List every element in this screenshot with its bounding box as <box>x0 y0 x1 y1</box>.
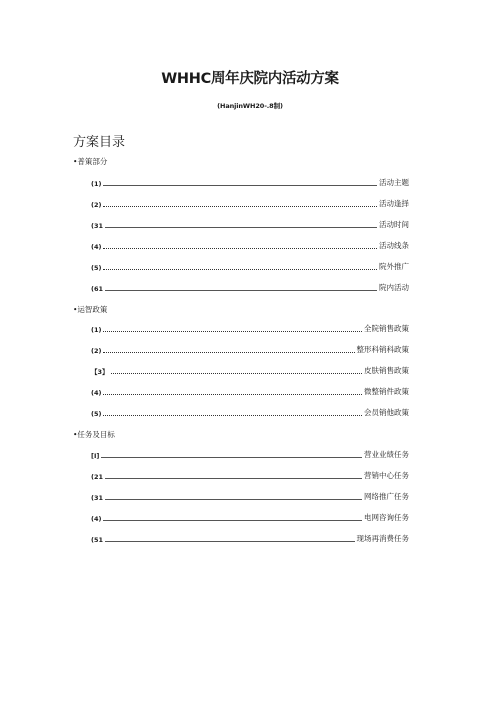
toc-leader <box>103 520 362 521</box>
section-label: •运智政策 <box>73 305 108 314</box>
toc-entry[interactable] <box>91 219 409 230</box>
toc-entry[interactable] <box>91 365 409 376</box>
toc-entry[interactable] <box>91 449 409 460</box>
toc-entry[interactable] <box>91 512 409 523</box>
toc-entry-title: 营销中心任务 <box>364 471 409 480</box>
toc-entry-title: 电网咨询任务 <box>364 513 409 522</box>
toc-entry-number: (5) <box>91 264 102 272</box>
toc-entry-title: 活动线条 <box>379 241 409 250</box>
section-label: •普策部分 <box>73 157 108 166</box>
toc-entry-title: 营业业绩任务 <box>364 450 409 459</box>
toc-entry-title: 活动时间 <box>379 220 409 229</box>
toc-leader <box>105 290 377 291</box>
toc-entry-number: (1) <box>91 326 102 334</box>
toc-entry-title: 整形科销科政策 <box>356 345 409 354</box>
toc-entry-number: (31 <box>91 222 104 230</box>
toc-entry-number: (21 <box>91 473 104 481</box>
toc-heading: 方案目录 <box>73 135 126 150</box>
toc-entry-number: (51 <box>91 536 104 544</box>
toc-entry[interactable] <box>91 323 409 334</box>
toc-entry-title: 网络推广任务 <box>364 492 409 501</box>
toc-leader <box>105 499 362 500</box>
toc-entry[interactable] <box>91 282 409 293</box>
toc-entry-title: 微整销件政策 <box>364 387 409 396</box>
toc-entry-title: 会员销他政策 <box>364 408 409 417</box>
document-title: WHHC周年庆院内活动方案 <box>161 71 339 87</box>
toc-entry-number: (4) <box>91 515 102 523</box>
toc-leader <box>111 373 362 374</box>
toc-entry[interactable] <box>91 470 409 481</box>
toc-leader <box>101 457 362 458</box>
toc-entry-number: 【3】 <box>91 368 109 376</box>
toc-entry-number: [I] <box>91 452 100 460</box>
toc-entry-title: 活动逢择 <box>379 199 409 208</box>
toc-entry-number: (2) <box>91 347 102 355</box>
toc-entry-title: 院内活动 <box>379 283 409 292</box>
toc-entry[interactable] <box>91 491 409 502</box>
toc-leader <box>103 248 377 249</box>
toc-entry-number: (2) <box>91 201 102 209</box>
toc-entry[interactable] <box>91 240 409 251</box>
toc-entry-title: 皮肤销售政策 <box>364 366 409 375</box>
toc-entry-title: 活动主题 <box>379 178 409 187</box>
toc-entry[interactable] <box>91 407 409 418</box>
toc-leader <box>103 352 354 353</box>
toc-leader <box>103 331 362 332</box>
toc-leader <box>105 478 362 479</box>
toc-entry-title: 全院销售政策 <box>364 324 409 333</box>
toc-entry[interactable] <box>91 261 409 272</box>
toc-leader <box>103 415 362 416</box>
section-label: •任务及目标 <box>73 430 115 439</box>
toc-entry-number: (4) <box>91 389 102 397</box>
toc-entry[interactable] <box>91 198 409 209</box>
toc-leader <box>105 541 354 542</box>
toc-entry-title: 院外推广 <box>379 262 409 271</box>
toc-leader <box>105 227 377 228</box>
toc-entry[interactable] <box>91 344 409 355</box>
toc-entry-number: (4) <box>91 243 102 251</box>
toc-leader <box>103 185 377 186</box>
document-subtitle: (HanjinWH20-.8制) <box>217 102 283 110</box>
toc-leader <box>103 394 362 395</box>
toc-entry[interactable] <box>91 386 409 397</box>
toc-entry-number: (1) <box>91 180 102 188</box>
toc-leader <box>103 269 377 270</box>
toc-entry-title: 现场再消费任务 <box>356 534 409 543</box>
toc-leader <box>103 206 377 207</box>
toc-entry-number: (61 <box>91 285 104 293</box>
toc-entry[interactable] <box>91 533 409 544</box>
toc-entry-number: (31 <box>91 494 104 502</box>
toc-entry-number: (5) <box>91 410 102 418</box>
toc-entry[interactable] <box>91 177 409 188</box>
